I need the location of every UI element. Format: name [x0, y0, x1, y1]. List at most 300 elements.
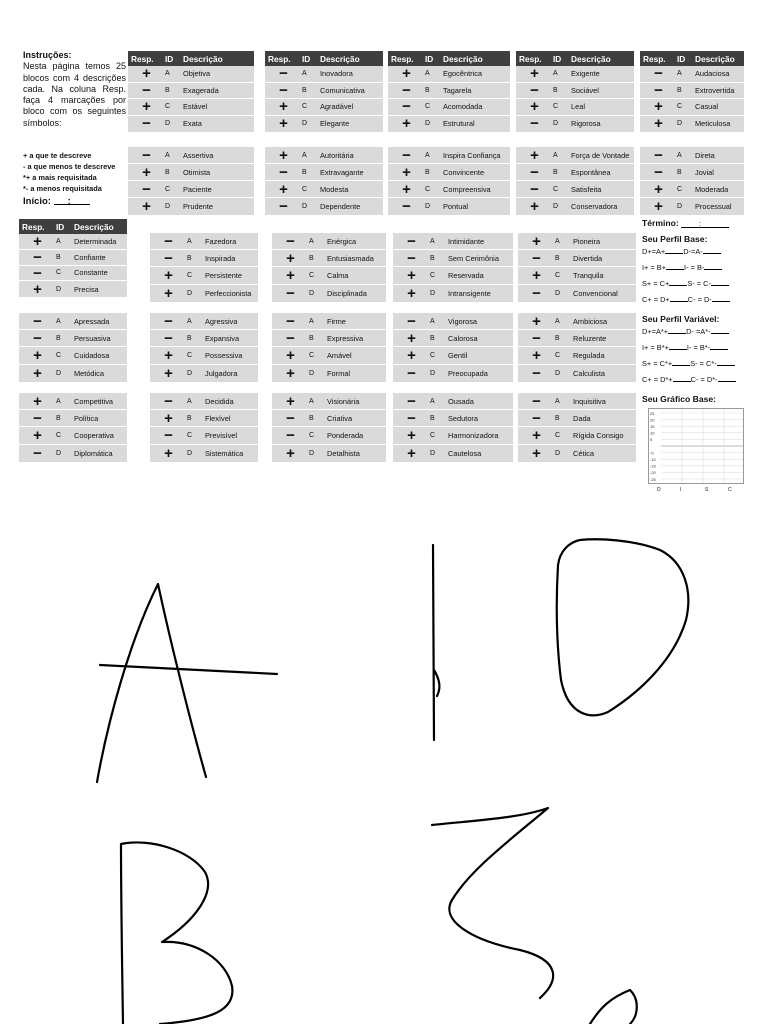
option-description: Audaciosa [695, 69, 730, 79]
response-mark[interactable]: + [654, 115, 663, 133]
formula-blank[interactable] [668, 326, 686, 334]
response-mark[interactable]: − [530, 163, 539, 181]
response-mark[interactable]: − [402, 198, 411, 215]
response-mark[interactable]: + [142, 163, 151, 181]
response-mark[interactable]: − [654, 163, 663, 181]
question-block [516, 147, 634, 215]
option-description: Enérgica [327, 236, 357, 246]
response-mark[interactable]: − [142, 180, 151, 198]
formula-blank[interactable] [672, 358, 690, 366]
option-id: B [425, 86, 430, 94]
question-block [19, 393, 127, 462]
question-block [393, 393, 513, 462]
response-mark[interactable]: + [530, 198, 539, 215]
response-mark[interactable]: + [407, 426, 416, 444]
response-mark[interactable]: − [164, 232, 173, 250]
option-id: D [309, 289, 315, 297]
response-mark[interactable]: + [279, 115, 288, 133]
response-mark[interactable]: − [530, 115, 539, 133]
response-mark[interactable]: − [286, 329, 295, 347]
table-header [265, 51, 383, 66]
option-id: A [425, 70, 430, 78]
option-description: Harmonizadora [448, 430, 499, 440]
option-id: D [56, 369, 62, 377]
option-id: C [187, 431, 193, 439]
option-description: Exigente [571, 69, 600, 79]
formula-blank[interactable] [718, 374, 736, 382]
profile-formula [642, 276, 752, 292]
option-id: D [425, 120, 431, 128]
option-description: Ambiciosa [573, 316, 608, 326]
block-row [640, 116, 744, 133]
formula-plus: D+=A+ [642, 247, 666, 256]
header-resp: Resp. [391, 53, 414, 64]
option-id: A [165, 151, 170, 159]
block-row [128, 99, 254, 116]
block-row [272, 267, 386, 284]
option-description: Sistemática [205, 448, 244, 458]
block-row [128, 181, 254, 198]
block-row [265, 99, 383, 116]
response-mark[interactable]: − [286, 426, 295, 444]
response-mark[interactable]: − [33, 248, 42, 266]
response-mark[interactable]: + [402, 180, 411, 198]
response-mark[interactable]: − [142, 115, 151, 133]
option-id: B [165, 86, 170, 94]
option-id: A [309, 317, 314, 325]
block-row [272, 250, 386, 267]
block-row [19, 313, 127, 330]
question-block [388, 147, 510, 215]
response-mark[interactable]: − [33, 409, 42, 427]
block-row [265, 147, 383, 164]
legend-item: *- a menos requisitada [23, 184, 102, 193]
option-id: C [56, 351, 62, 359]
option-id: C [56, 431, 62, 439]
response-mark[interactable]: + [407, 266, 416, 284]
formula-blank[interactable] [666, 262, 684, 270]
response-mark[interactable]: + [164, 364, 173, 382]
option-description: Convencional [573, 288, 618, 298]
response-mark[interactable]: + [164, 444, 173, 462]
question-block [393, 313, 513, 382]
response-mark[interactable]: − [402, 98, 411, 116]
option-description: Inovadora [320, 69, 353, 79]
header-desc: Descrição [695, 53, 735, 64]
block-row [150, 250, 258, 267]
option-description: Rígida Consigo [573, 430, 624, 440]
option-id: D [309, 369, 315, 377]
response-mark[interactable]: − [532, 329, 541, 347]
response-mark[interactable]: − [532, 409, 541, 427]
table-header [516, 51, 634, 66]
response-mark[interactable]: − [532, 284, 541, 302]
block-row [19, 266, 127, 282]
option-id: A [56, 237, 61, 245]
graph-xtick: S [705, 487, 709, 493]
option-description: Ousada [448, 396, 474, 406]
formula-blank[interactable] [704, 262, 722, 270]
option-id: D [555, 289, 561, 297]
response-mark[interactable]: + [532, 312, 541, 330]
response-mark[interactable]: − [279, 163, 288, 181]
response-mark[interactable]: + [33, 232, 42, 250]
response-mark[interactable]: + [286, 249, 295, 267]
response-mark[interactable]: + [532, 346, 541, 364]
block-row [518, 445, 636, 462]
response-mark[interactable]: − [532, 249, 541, 267]
handwriting-canvas [0, 520, 768, 1024]
option-id: D [430, 369, 436, 377]
block-row [518, 233, 636, 250]
response-mark[interactable]: − [407, 409, 416, 427]
response-mark[interactable]: + [164, 346, 173, 364]
response-mark[interactable]: − [142, 81, 151, 99]
option-description: Persuasiva [74, 333, 111, 343]
response-mark[interactable]: − [279, 65, 288, 83]
block-row [19, 410, 127, 427]
option-description: Calorosa [448, 333, 478, 343]
option-id: C [555, 271, 561, 279]
option-id: D [302, 120, 308, 128]
response-mark[interactable]: + [407, 444, 416, 462]
response-mark[interactable]: + [654, 98, 663, 116]
formula-blank[interactable] [669, 278, 687, 286]
response-mark[interactable]: − [407, 232, 416, 250]
option-description: Convincente [443, 167, 485, 177]
symbol-legend [23, 150, 131, 207]
option-id: C [677, 103, 683, 111]
block-row [388, 181, 510, 198]
question-block [518, 393, 636, 462]
end-time-field[interactable]: : [681, 219, 729, 228]
block-row [393, 393, 513, 410]
block-row [518, 393, 636, 410]
response-mark[interactable]: − [279, 81, 288, 99]
response-mark[interactable]: − [33, 444, 42, 462]
response-mark[interactable]: − [164, 329, 173, 347]
option-id: A [425, 151, 430, 159]
option-description: Possessiva [205, 350, 243, 360]
response-mark[interactable]: + [142, 65, 151, 83]
option-description: Conservadora [571, 202, 618, 211]
option-description: Apressada [74, 316, 110, 326]
response-mark[interactable]: + [33, 364, 42, 382]
response-mark[interactable]: − [654, 146, 663, 164]
response-mark[interactable]: − [286, 232, 295, 250]
response-mark[interactable]: + [530, 98, 539, 116]
option-description: Reluzente [573, 333, 607, 343]
question-block [640, 147, 744, 215]
option-id: C [553, 185, 559, 193]
response-mark[interactable]: − [530, 81, 539, 99]
block-row [640, 181, 744, 198]
response-mark[interactable]: + [530, 146, 539, 164]
block-row [640, 66, 744, 83]
response-mark[interactable]: + [33, 426, 42, 444]
response-mark[interactable]: − [164, 249, 173, 267]
option-description: Ponderada [327, 430, 364, 440]
response-mark[interactable]: + [279, 146, 288, 164]
option-description: Agradável [320, 102, 354, 112]
response-mark[interactable]: + [33, 392, 42, 410]
option-description: Vigorosa [448, 316, 478, 326]
formula-blank[interactable] [670, 294, 688, 302]
option-description: Previsível [205, 430, 238, 440]
start-time-field[interactable]: : [54, 196, 90, 205]
option-description: Exata [183, 119, 202, 129]
option-id: D [187, 369, 193, 377]
response-mark[interactable]: − [532, 364, 541, 382]
response-mark[interactable]: + [33, 346, 42, 364]
block-row [19, 250, 127, 266]
block-row [265, 83, 383, 100]
formula-blank[interactable] [710, 342, 728, 350]
formula-blank[interactable] [717, 358, 735, 366]
response-mark[interactable]: − [164, 392, 173, 410]
formula-blank[interactable] [669, 342, 687, 350]
graph-xtick: D [657, 487, 661, 493]
block-row [518, 427, 636, 444]
question-block [393, 233, 513, 302]
response-mark[interactable]: + [654, 180, 663, 198]
block-row [19, 393, 127, 410]
option-id: B [555, 334, 560, 342]
response-mark[interactable]: + [286, 444, 295, 462]
block-row [128, 66, 254, 83]
block-row [272, 445, 386, 462]
option-description: Calculista [573, 368, 606, 378]
option-description: Objetiva [183, 69, 211, 79]
formula-blank[interactable] [665, 246, 683, 254]
question-block [272, 313, 386, 382]
option-id: A [309, 237, 314, 245]
header-desc: Descrição [183, 53, 223, 64]
graph-ytick: -25 [650, 476, 656, 482]
base-profile-title: Seu Perfil Base: [642, 234, 708, 244]
response-mark[interactable]: + [286, 392, 295, 410]
option-description: Reservada [448, 270, 484, 280]
response-mark[interactable]: + [402, 163, 411, 181]
option-description: Intimidante [448, 236, 485, 246]
header-id: ID [677, 53, 686, 64]
option-id: A [165, 70, 170, 78]
question-block [265, 147, 383, 215]
response-mark[interactable]: + [142, 198, 151, 215]
block-row [516, 66, 634, 83]
option-description: Sem Cerimônia [448, 253, 499, 263]
response-mark[interactable]: − [530, 180, 539, 198]
option-description: Julgadora [205, 368, 238, 378]
response-mark[interactable]: − [407, 364, 416, 382]
response-mark[interactable]: − [164, 426, 173, 444]
header-id: ID [302, 53, 311, 64]
option-id: A [555, 397, 560, 405]
response-mark[interactable]: − [33, 312, 42, 330]
response-mark[interactable]: − [142, 146, 151, 164]
option-id: A [302, 70, 307, 78]
option-id: C [165, 185, 171, 193]
response-mark[interactable]: − [654, 65, 663, 83]
response-mark[interactable]: + [407, 284, 416, 302]
option-id: D [430, 449, 436, 457]
header-desc: Descrição [443, 53, 483, 64]
option-id: D [187, 289, 193, 297]
option-description: Entusiasmada [327, 253, 374, 263]
option-description: Comunicativa [320, 85, 365, 95]
formula-plus: C+ = D*+ [642, 375, 673, 384]
option-id: A [553, 151, 558, 159]
option-description: Competitiva [74, 396, 114, 406]
option-id: B [425, 168, 430, 176]
block-row [518, 365, 636, 382]
response-mark[interactable]: + [532, 266, 541, 284]
response-mark[interactable]: + [402, 115, 411, 133]
option-description: Gentil [448, 350, 468, 360]
response-mark[interactable]: + [142, 98, 151, 116]
option-id: D [677, 120, 683, 128]
response-mark[interactable]: + [279, 180, 288, 198]
response-mark[interactable]: − [402, 146, 411, 164]
block-row [516, 99, 634, 116]
response-mark[interactable]: + [402, 65, 411, 83]
block-row [388, 116, 510, 133]
option-id: D [302, 203, 308, 210]
response-mark[interactable]: + [407, 346, 416, 364]
graph-grid [649, 409, 743, 483]
formula-blank[interactable] [673, 374, 691, 382]
option-description: Meticulosa [695, 119, 731, 129]
option-id: B [430, 334, 435, 342]
response-mark[interactable]: − [286, 409, 295, 427]
block-row [518, 313, 636, 330]
option-id: A [56, 317, 61, 325]
variable-profile [642, 314, 752, 388]
response-mark[interactable]: + [532, 426, 541, 444]
option-id: B [553, 168, 558, 176]
block-row [388, 147, 510, 164]
response-mark[interactable]: − [402, 81, 411, 99]
option-description: Tranquila [573, 270, 604, 280]
option-description: Egocêntrica [443, 69, 483, 79]
formula-blank[interactable] [712, 294, 730, 302]
response-mark[interactable]: − [164, 312, 173, 330]
graph-xtick: I [680, 487, 682, 493]
response-mark[interactable]: + [532, 232, 541, 250]
option-id: C [430, 351, 436, 359]
block-row [393, 233, 513, 250]
instructions [23, 50, 126, 129]
formula-blank[interactable] [711, 278, 729, 286]
response-mark[interactable]: + [532, 444, 541, 462]
question-block [640, 51, 744, 132]
block-row [518, 250, 636, 267]
response-mark[interactable]: − [654, 81, 663, 99]
variable-profile-title: Seu Perfil Variável: [642, 314, 720, 324]
handwritten-letter-s [432, 808, 637, 1024]
response-mark[interactable]: − [407, 312, 416, 330]
response-mark[interactable]: − [286, 312, 295, 330]
question-block [272, 393, 386, 462]
handwritten-letter-a [97, 584, 277, 782]
response-mark[interactable]: + [164, 409, 173, 427]
formula-blank[interactable] [711, 326, 729, 334]
option-description: Diplomática [74, 448, 113, 458]
block-row [150, 233, 258, 250]
option-id: C [302, 103, 308, 111]
option-id: B [56, 334, 61, 342]
response-mark[interactable]: + [654, 198, 663, 215]
response-mark[interactable]: − [33, 329, 42, 347]
response-mark[interactable]: + [164, 284, 173, 302]
formula-blank[interactable] [703, 246, 721, 254]
question-block [128, 147, 254, 215]
formula-plus: S+ = C*+ [642, 359, 673, 368]
block-row [640, 83, 744, 100]
formula-minus: C- = D- [687, 295, 712, 304]
formula-minus: S- = C- [687, 279, 711, 288]
option-description: Firme [327, 316, 346, 326]
block-row [19, 234, 127, 250]
instructions-title: Instruções: [23, 50, 72, 60]
option-id: C [309, 271, 315, 279]
option-description: Exagerada [183, 85, 219, 95]
block-row [150, 267, 258, 284]
block-row [19, 365, 127, 382]
option-id: B [309, 254, 314, 262]
response-mark[interactable]: − [279, 198, 288, 215]
option-description: Expansiva [205, 333, 240, 343]
block-row [128, 116, 254, 133]
block-row [393, 267, 513, 284]
option-description: Moderada [695, 184, 729, 194]
block-row [393, 285, 513, 302]
option-id: D [425, 203, 431, 210]
question-block [128, 51, 254, 132]
option-id: B [187, 414, 192, 422]
response-mark[interactable]: − [33, 264, 42, 282]
base-graph-title: Seu Gráfico Base: [642, 394, 717, 404]
response-mark[interactable]: − [407, 392, 416, 410]
response-mark[interactable]: + [286, 266, 295, 284]
formula-plus: D+=A*+ [642, 327, 669, 336]
response-mark[interactable]: − [286, 284, 295, 302]
option-description: Detalhista [327, 448, 360, 458]
option-id: D [553, 203, 559, 210]
profile-formula [642, 372, 752, 388]
response-mark[interactable]: + [164, 266, 173, 284]
response-mark[interactable]: − [407, 249, 416, 267]
option-description: Direta [695, 150, 715, 160]
block-row [388, 198, 510, 215]
graph-xtick: C [728, 487, 732, 493]
option-description: Pontual [443, 202, 469, 211]
response-mark[interactable]: + [530, 65, 539, 83]
block-row [272, 313, 386, 330]
formula-minus: D-=A- [683, 247, 703, 256]
response-mark[interactable]: − [532, 392, 541, 410]
response-mark[interactable]: + [286, 346, 295, 364]
response-mark[interactable]: + [33, 280, 42, 298]
option-description: Formal [327, 368, 350, 378]
block-row [388, 164, 510, 181]
response-mark[interactable]: + [279, 98, 288, 116]
block-row [272, 410, 386, 427]
response-mark[interactable]: + [407, 329, 416, 347]
block-row [516, 116, 634, 133]
response-mark[interactable]: + [286, 364, 295, 382]
block-row [393, 445, 513, 462]
